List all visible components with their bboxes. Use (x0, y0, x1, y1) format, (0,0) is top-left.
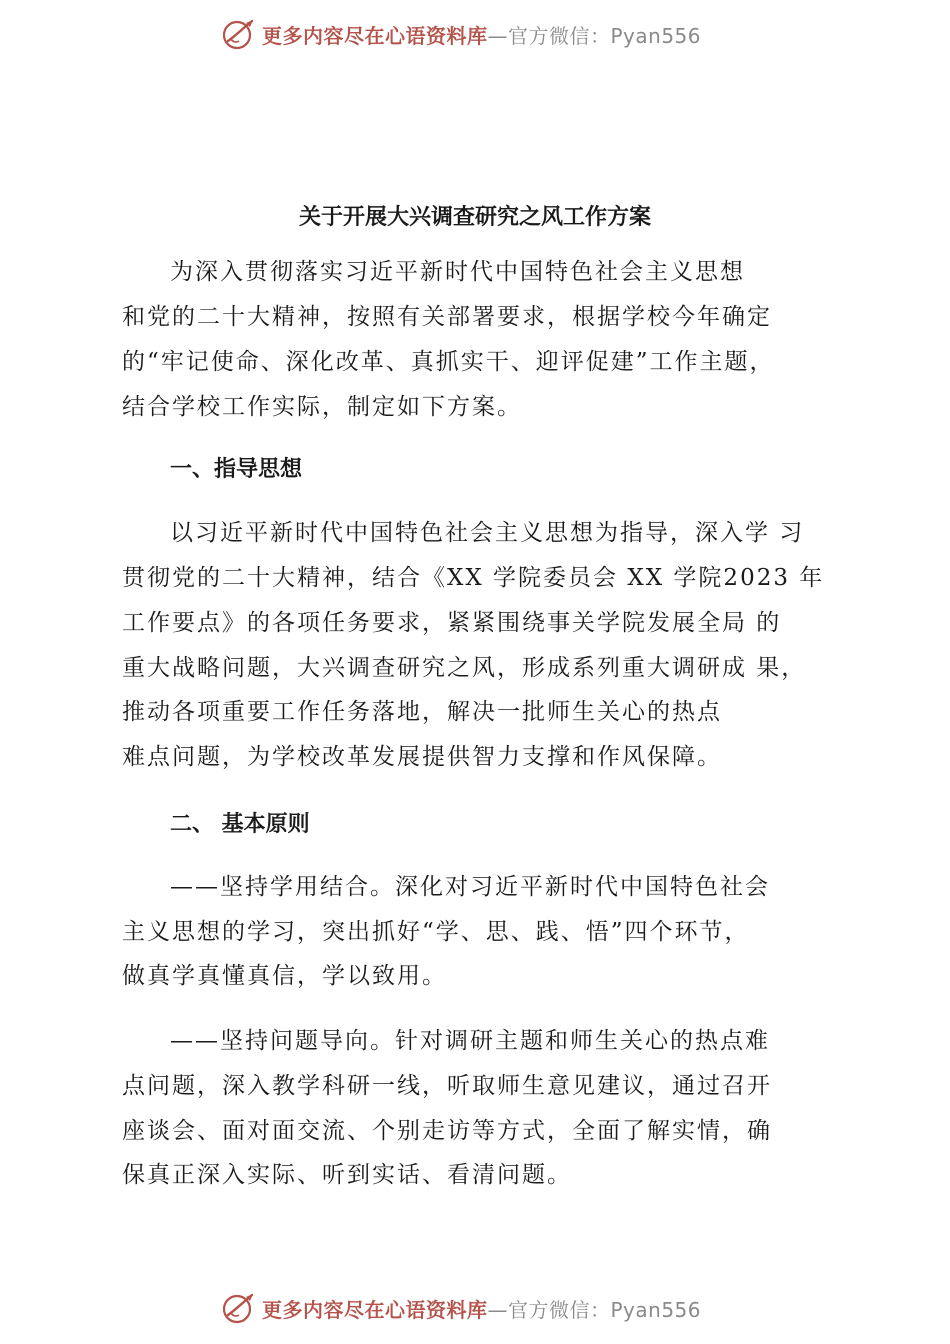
top-banner (222, 16, 701, 52)
section-heading: 一、指导思想 (170, 457, 303, 482)
paragraph-line: 的“牢记使命、深化改革、真抓实干、迎评促建”工作主题， (122, 349, 775, 375)
paragraph-line: 推动各项重要工作任务落地，解决一批师生关心的热点 (122, 699, 722, 725)
paragraph-line: 结合学校工作实际，制定如下方案。 (122, 394, 522, 420)
paragraph-line: 座谈会、面对面交流、个别走访等方式，全面了解实情，确 (122, 1118, 772, 1144)
pen-nib-logo-icon (222, 17, 256, 51)
paragraph-line: 做真学真懂真信，学以致用。 (122, 963, 447, 989)
paragraph-line: 点问题，深入教学科研一线，听取师生意见建议，通过召开 (122, 1073, 772, 1099)
paragraph-line: 和党的二十大精神，按照有关部署要求，根据学校今年确定 (122, 304, 772, 330)
banner-wechat-text: —官方微信：Pyan556 (487, 1297, 702, 1322)
paragraph-line: 难点问题，为学校改革发展提供智力支撑和作风保障。 (122, 744, 722, 770)
paragraph-line: 贯彻党的二十大精神，结合《XX 学院委员会 XX 学院2023 年 (122, 565, 825, 591)
bottom-banner (222, 1290, 701, 1326)
document-title: 关于开展大兴调查研究之风工作方案 (298, 205, 651, 230)
paragraph-line: 工作要点》的各项任务要求，紧紧围绕事关学院发展全局 的 (122, 610, 782, 636)
paragraph-line: 重大战略问题，大兴调查研究之风，形成系列重大调研成 果， (122, 655, 807, 681)
paragraph-line: 主义思想的学习，突出抓好“学、思、践、悟”四个环节， (122, 919, 750, 945)
banner-brand-text: 更多内容尽在心语资料库 (262, 1297, 488, 1322)
pen-nib-logo-icon (222, 1291, 256, 1325)
paragraph-line: 为深入贯彻落实习近平新时代中国特色社会主义思想 (170, 259, 745, 285)
paragraph-line: 以习近平新时代中国特色社会主义思想为指导，深入学 习 (170, 520, 805, 546)
section-heading: 二、 基本原则 (170, 812, 310, 837)
paragraph-line: ——坚持学用结合。深化对习近平新时代中国特色社会 (170, 874, 770, 900)
paragraph-line: ——坚持问题导向。针对调研主题和师生关心的热点难 (170, 1028, 770, 1054)
banner-brand-text: 更多内容尽在心语资料库 (262, 23, 488, 48)
paragraph-line: 保真正深入实际、听到实话、看清问题。 (122, 1162, 572, 1188)
banner-wechat-text: —官方微信：Pyan556 (487, 23, 702, 48)
